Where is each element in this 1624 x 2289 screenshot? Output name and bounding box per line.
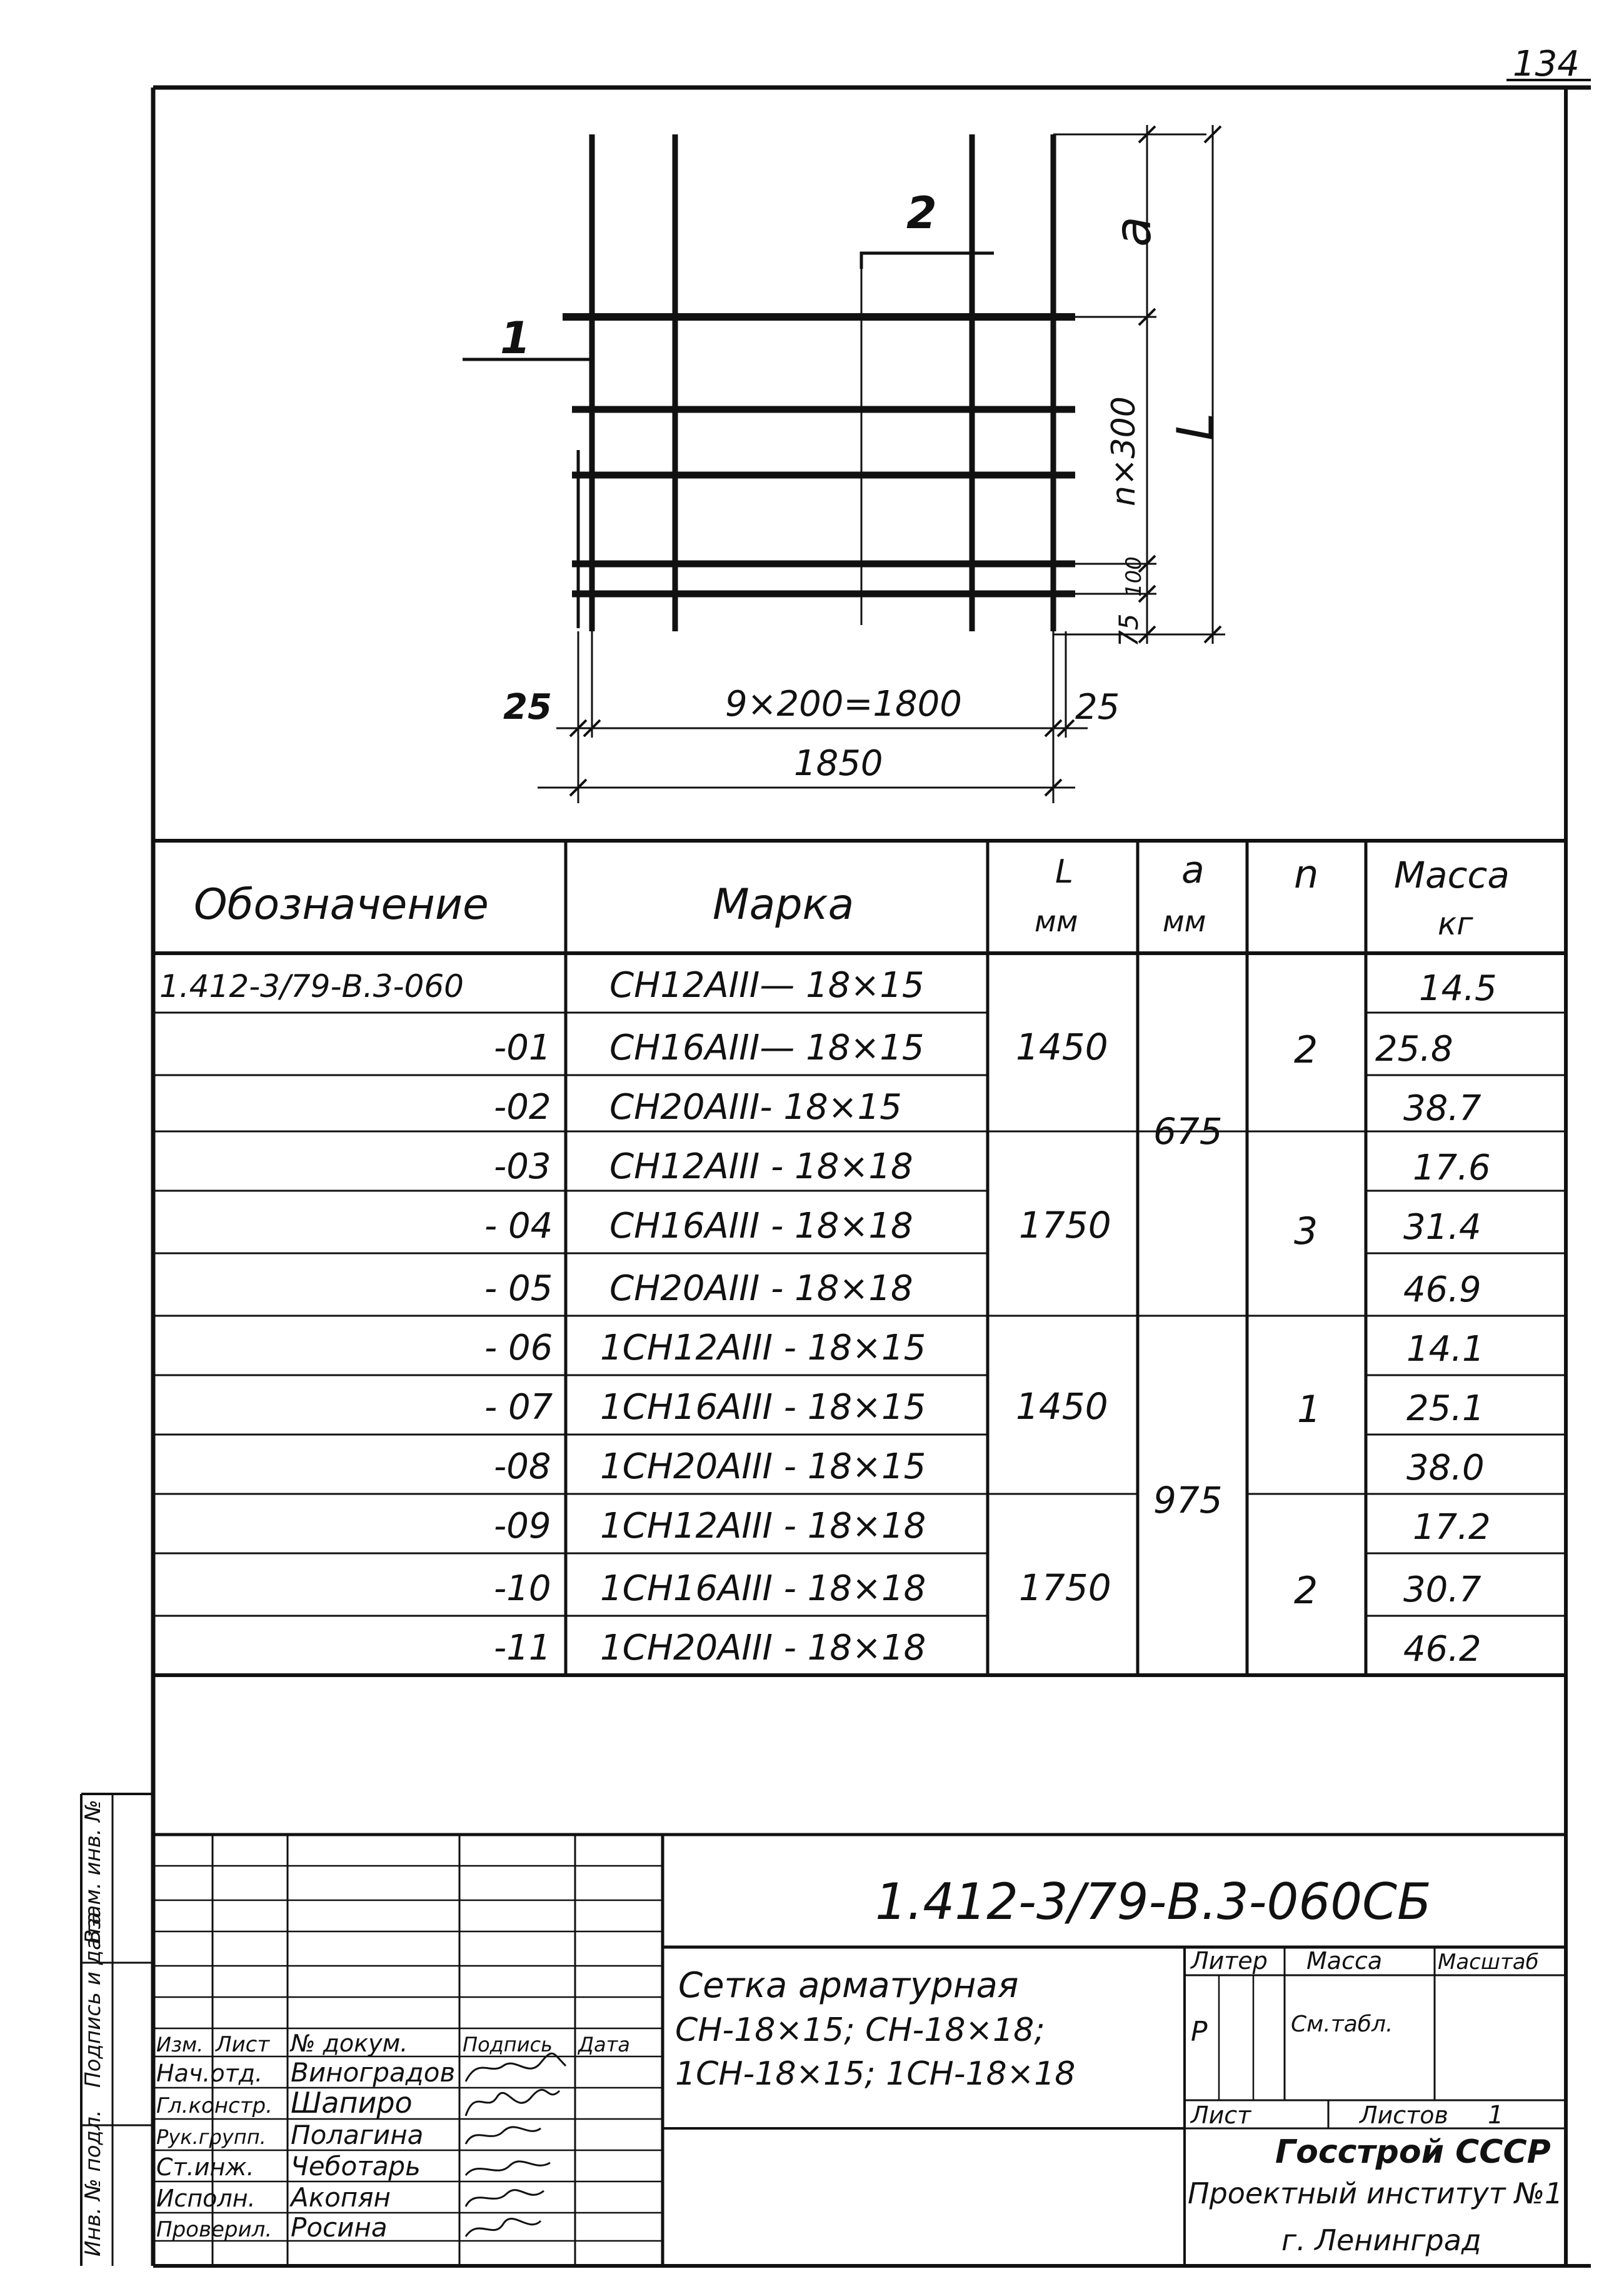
staff-name: Шапиро xyxy=(291,2086,413,2120)
L-group: 1450 xyxy=(1016,1385,1108,1428)
table-row xyxy=(494,1506,1491,1548)
staff-name: Полагина xyxy=(291,2120,424,2150)
row-mark: СН20АIII - 18×18 xyxy=(609,1268,913,1309)
header-L: L xyxy=(1055,853,1073,891)
row-mass: 46.9 xyxy=(1403,1270,1481,1310)
row-mark: 1СН12АIII - 18×15 xyxy=(600,1328,926,1368)
col-header-change: Изм. xyxy=(156,2033,204,2056)
a-group: 975 xyxy=(1153,1479,1223,1521)
bar-label-2: 2 xyxy=(906,188,937,239)
org-line: Госстрой СССР xyxy=(1275,2133,1551,2171)
staff-role: Исполн. xyxy=(156,2185,256,2212)
header-n: n xyxy=(1294,851,1319,897)
staff-name: Акопян xyxy=(291,2182,391,2213)
side-label: Инв. № подл. xyxy=(81,2110,106,2256)
liter-header: Литер xyxy=(1191,1947,1268,1975)
side-label: Подпись и дата xyxy=(81,1911,106,2088)
n-group: 1 xyxy=(1297,1388,1321,1431)
n-group: 3 xyxy=(1294,1210,1318,1253)
dim-span: 9×200=1800 xyxy=(725,684,962,724)
dim-right-25: 25 xyxy=(1075,687,1120,728)
row-designation: - 05 xyxy=(484,1268,553,1309)
staff-row xyxy=(156,2120,423,2150)
sheets-value: 1 xyxy=(1488,2101,1504,2130)
staff-role: Нач.отд. xyxy=(156,2060,263,2087)
dim-100: 100 xyxy=(1121,556,1146,597)
row-mark: 1СН16АIII - 18×15 xyxy=(600,1387,926,1428)
org-line: г. Ленинград xyxy=(1281,2223,1481,2257)
staff-row xyxy=(156,2086,413,2120)
row-mark: 1СН12АIII - 18×18 xyxy=(600,1506,926,1546)
a-group: 675 xyxy=(1153,1110,1223,1153)
header-a-unit: мм xyxy=(1163,904,1206,938)
org-line: Проектный институт №1 xyxy=(1188,2176,1563,2210)
row-mark: СН12АIII— 18×15 xyxy=(609,965,925,1006)
col-header-date: Дата xyxy=(578,2033,630,2056)
header-designation: Обозначение xyxy=(194,880,489,929)
title-line: 1СН-18×15; 1СН-18×18 xyxy=(675,2055,1076,2093)
signature-marks xyxy=(466,2053,566,2236)
table-row xyxy=(484,1387,1485,1429)
row-mark: СН16АIII— 18×15 xyxy=(609,1028,925,1068)
row-mark: 1СН20АIII - 18×15 xyxy=(600,1446,926,1487)
col-header-sheet: Лист xyxy=(216,2032,270,2057)
row-mass: 38.7 xyxy=(1403,1088,1481,1129)
table-row xyxy=(494,1146,1491,1188)
staff-role: Рук.групп. xyxy=(156,2125,266,2149)
table-row xyxy=(484,1268,1481,1310)
row-mass: 31.4 xyxy=(1403,1207,1481,1248)
row-designation: -11 xyxy=(494,1628,551,1668)
staff-name: Чеботарь xyxy=(291,2151,421,2181)
row-mass: 25.1 xyxy=(1406,1388,1485,1429)
row-mark: СН12АIII - 18×18 xyxy=(609,1146,913,1187)
row-mass: 17.6 xyxy=(1413,1148,1491,1188)
row-designation: - 06 xyxy=(484,1328,553,1368)
table-row xyxy=(484,1206,1481,1248)
row-mass: 14.1 xyxy=(1406,1329,1485,1370)
dim-total: 1850 xyxy=(794,743,883,784)
row-mass: 17.2 xyxy=(1413,1507,1491,1548)
page-number: 134 xyxy=(1513,44,1580,84)
n-group: 2 xyxy=(1294,1569,1318,1613)
staff-name: Росина xyxy=(291,2212,388,2243)
dim-L: L xyxy=(1166,413,1225,441)
doc-code: 1.412-3/79-В.3-060СБ xyxy=(875,1873,1431,1931)
header-mass: Масса xyxy=(1394,854,1510,896)
liter-value: Р xyxy=(1191,2016,1208,2048)
dim-75: 75 xyxy=(1113,613,1144,647)
row-mark: СН16АIII - 18×18 xyxy=(609,1206,913,1246)
staff-role: Ст.инж. xyxy=(156,2153,254,2181)
bar-label-1: 1 xyxy=(500,313,531,364)
mass-header: Масса xyxy=(1306,1947,1383,1975)
dim-n-x-300: n×300 xyxy=(1105,396,1143,506)
row-mass: 14.5 xyxy=(1419,968,1497,1009)
L-group: 1750 xyxy=(1019,1204,1111,1246)
L-group: 1450 xyxy=(1016,1026,1108,1068)
side-labels xyxy=(81,1794,153,2266)
row-designation: -10 xyxy=(494,1568,551,1609)
header-mass-unit: кг xyxy=(1438,906,1473,942)
title-line: Сетка арматурная xyxy=(678,1965,1019,2006)
row-mass: 38.0 xyxy=(1406,1448,1485,1488)
row-designation: -08 xyxy=(494,1446,551,1487)
scale-header: Масштаб xyxy=(1438,1950,1539,1975)
n-group: 2 xyxy=(1294,1028,1318,1072)
row-mark: 1СН20АIII - 18×18 xyxy=(600,1628,926,1668)
header-a: a xyxy=(1181,848,1205,892)
L-group: 1750 xyxy=(1019,1566,1111,1609)
row-mass: 30.7 xyxy=(1403,1570,1481,1610)
header-L-unit: мм xyxy=(1035,904,1078,938)
table-row xyxy=(484,1328,1485,1370)
staff-row xyxy=(156,2057,455,2088)
col-header-signature: Подпись xyxy=(463,2033,553,2056)
row-mark: СН20АIII- 18×15 xyxy=(609,1087,902,1128)
dim-a: a xyxy=(1104,216,1162,247)
row-mass: 46.2 xyxy=(1403,1629,1481,1670)
header-mark: Марка xyxy=(713,880,855,929)
staff-role: Проверил. xyxy=(156,2217,273,2242)
col-header-doc-no: № докум. xyxy=(291,2030,408,2057)
table-row xyxy=(159,965,1497,1009)
row-designation: -02 xyxy=(494,1087,551,1128)
row-designation: -01 xyxy=(494,1028,551,1068)
row-mass: 25.8 xyxy=(1375,1029,1453,1069)
side-label: Взам. инв. № xyxy=(81,1800,106,1944)
staff-role: Гл.констр. xyxy=(156,2093,273,2118)
dim-left-25: 25 xyxy=(503,687,552,728)
staff-name: Виноградов xyxy=(291,2057,456,2088)
mass-value: См.табл. xyxy=(1291,2011,1393,2037)
row-mark: 1СН16АIII - 18×18 xyxy=(600,1568,926,1609)
staff-row xyxy=(156,2182,391,2213)
sheet-label: Лист xyxy=(1191,2101,1251,2129)
sheets-label: Листов xyxy=(1360,2101,1448,2129)
row-designation: -03 xyxy=(494,1146,551,1187)
row-designation: - 07 xyxy=(484,1387,553,1428)
row-designation: - 04 xyxy=(484,1206,553,1246)
title-line: СН-18×15; СН-18×18; xyxy=(675,2011,1045,2049)
row-designation: -09 xyxy=(494,1506,551,1546)
staff-row xyxy=(156,2212,388,2243)
row-designation: 1.412-3/79-В.3-060 xyxy=(159,968,464,1004)
